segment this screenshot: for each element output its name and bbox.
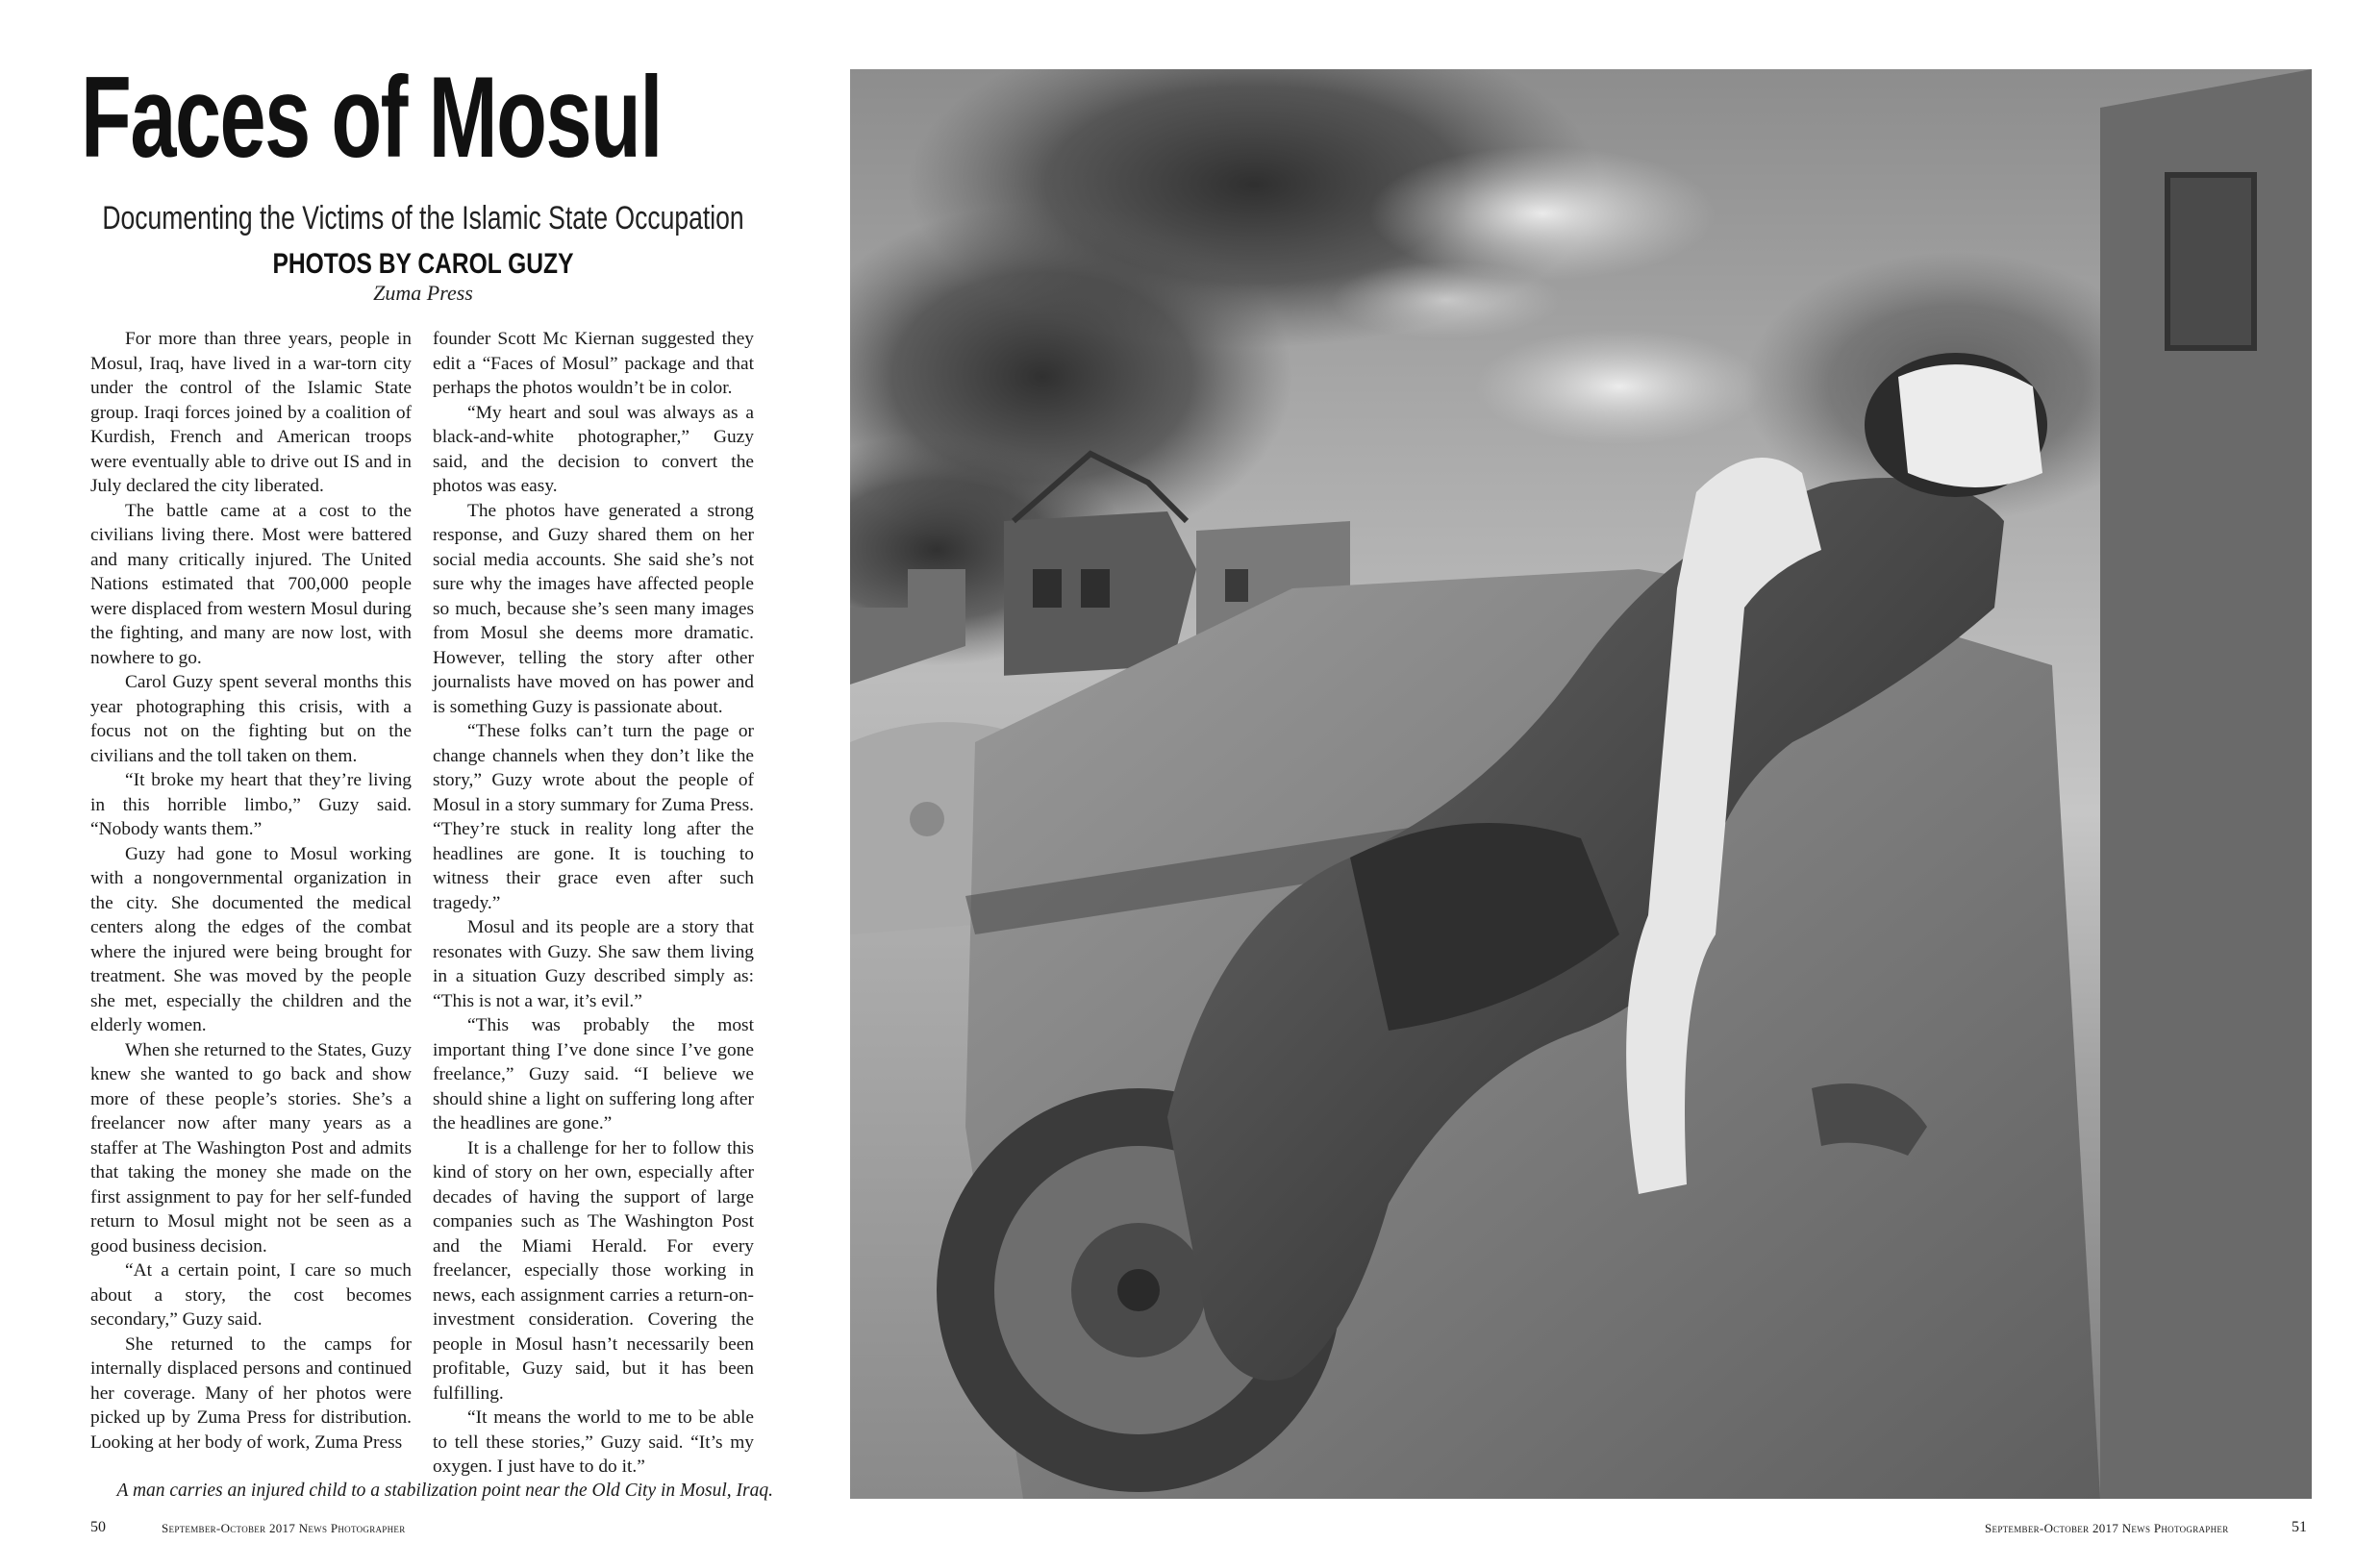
paragraph: “These folks can’t turn the page or change channels when they don’t like the story,” Guzy wrote about the people of Mosul in a story summary for Zuma Press. “They’re stuck in reality long after the headlines are gone. It is touching to witness their grace even after such tragedy.” bbox=[433, 721, 754, 913]
paragraph: When she returned to the States, Guzy knew she wanted to go back and show more of these people’s stories. She’s a freelancer now after many years as a staffer at The Washington Post and admits that taking the money she made on the first assignment to pay for her self-funded return to Mosul might not be seen as a good business decision. bbox=[90, 1039, 412, 1257]
paragraph: Mosul and its people are a story that resonates with Guzy. She saw them living in a situation Guzy described simply as: “This is not a war, it’s evil.” bbox=[433, 917, 754, 1011]
paragraph: founder Scott Mc Kiernan suggested they edit a “Faces of Mosul” package and that perhaps the photos wouldn’t be in color. bbox=[433, 329, 754, 398]
paragraph: “My heart and soul was always as a black-and-white photographer,” Guzy said, and the decision to convert the photos was easy. bbox=[433, 402, 754, 496]
article-subtitle: Documenting the Victims of the Islamic State Occupation bbox=[102, 200, 744, 236]
paragraph: “It means the world to me to be able to tell these stories,” Guzy said. “It’s my oxygen. I just have to do it.” bbox=[433, 1407, 754, 1477]
paragraph: Guzy had gone to Mosul working with a nongovernmental organization in the city. She documented the medical centers along the edges of the combat where the injured were being brought for treatment. She was moved by the people she met, especially the children and the elderly women. bbox=[90, 843, 412, 1035]
body-column-right bbox=[433, 327, 754, 1480]
agency-credit: Zuma Press bbox=[373, 281, 473, 305]
footer-credit-right: September-October 2017 News Photographer bbox=[1985, 1521, 2229, 1535]
paragraph: “At a certain point, I care so much about a story, the cost becomes secondary,” Guzy said. bbox=[90, 1260, 412, 1330]
page-number-right: 51 bbox=[2292, 1519, 2307, 1535]
paragraph: She returned to the camps for internally displaced persons and continued her coverage. Many of her photos were picked up by Zuma Press for distribution. Looking at her body of work, Zuma Press bbox=[90, 1333, 412, 1453]
paragraph: The photos have generated a strong response, and Guzy shared them on her social media accounts. She said she’s not sure why the images have affected people so much, because she’s seen many images from Mosul she deems more dramatic. However, telling the story after other journalists have moved on has power and is something Guzy is passionate about. bbox=[433, 500, 754, 717]
body-column-left bbox=[90, 327, 412, 1455]
paragraph: “It broke my heart that they’re living in this horrible limbo,” Guzy said. “Nobody wants them.” bbox=[90, 770, 412, 839]
article-title: Faces of Mosul bbox=[81, 53, 662, 182]
page-number-left: 50 bbox=[90, 1519, 106, 1535]
photo-caption: A man carries an injured child to a stabilization point near the Old City in Mosul, Iraq. bbox=[116, 1481, 773, 1501]
paragraph: It is a challenge for her to follow this kind of story on her own, especially after decades of having the support of large companies such as The Washington Post and the Miami Herald. For every freelancer, especially those working in news, each assignment carries a return-on-investment consideration. Covering the people in Mosul hasn’t necessarily been profitable, Guzy said, but it has been fulfilling. bbox=[433, 1137, 754, 1404]
footer-credit-left: September-October 2017 News Photographer bbox=[162, 1521, 406, 1535]
paragraph: “This was probably the most important thing I’ve done since I’ve gone freelance,” Guzy said. “I believe we should shine a light on suffering long after the headlines are gone.” bbox=[433, 1015, 754, 1133]
photo-byline: PHOTOS BY CAROL GUZY bbox=[272, 248, 574, 280]
paragraph: The battle came at a cost to the civilians living there. Most were battered and many critically injured. The United Nations estimated that 700,000 people were displaced from western Mosul during the fighting, and many are now lost, with nowhere to go. bbox=[90, 500, 412, 668]
photo-illustration bbox=[850, 69, 2312, 1499]
paragraph: For more than three years, people in Mosul, Iraq, have lived in a war-torn city under the control of the Islamic State group. Iraqi forces joined by a coalition of Kurdish, French and American troops were eventually able to drive out IS and in July declared the city liberated. bbox=[90, 329, 412, 496]
paragraph: Carol Guzy spent several months this year photographing this crisis, with a focus not on the fighting but on the civilians and the toll taken on them. bbox=[90, 672, 412, 766]
feature-photograph bbox=[850, 69, 2312, 1499]
